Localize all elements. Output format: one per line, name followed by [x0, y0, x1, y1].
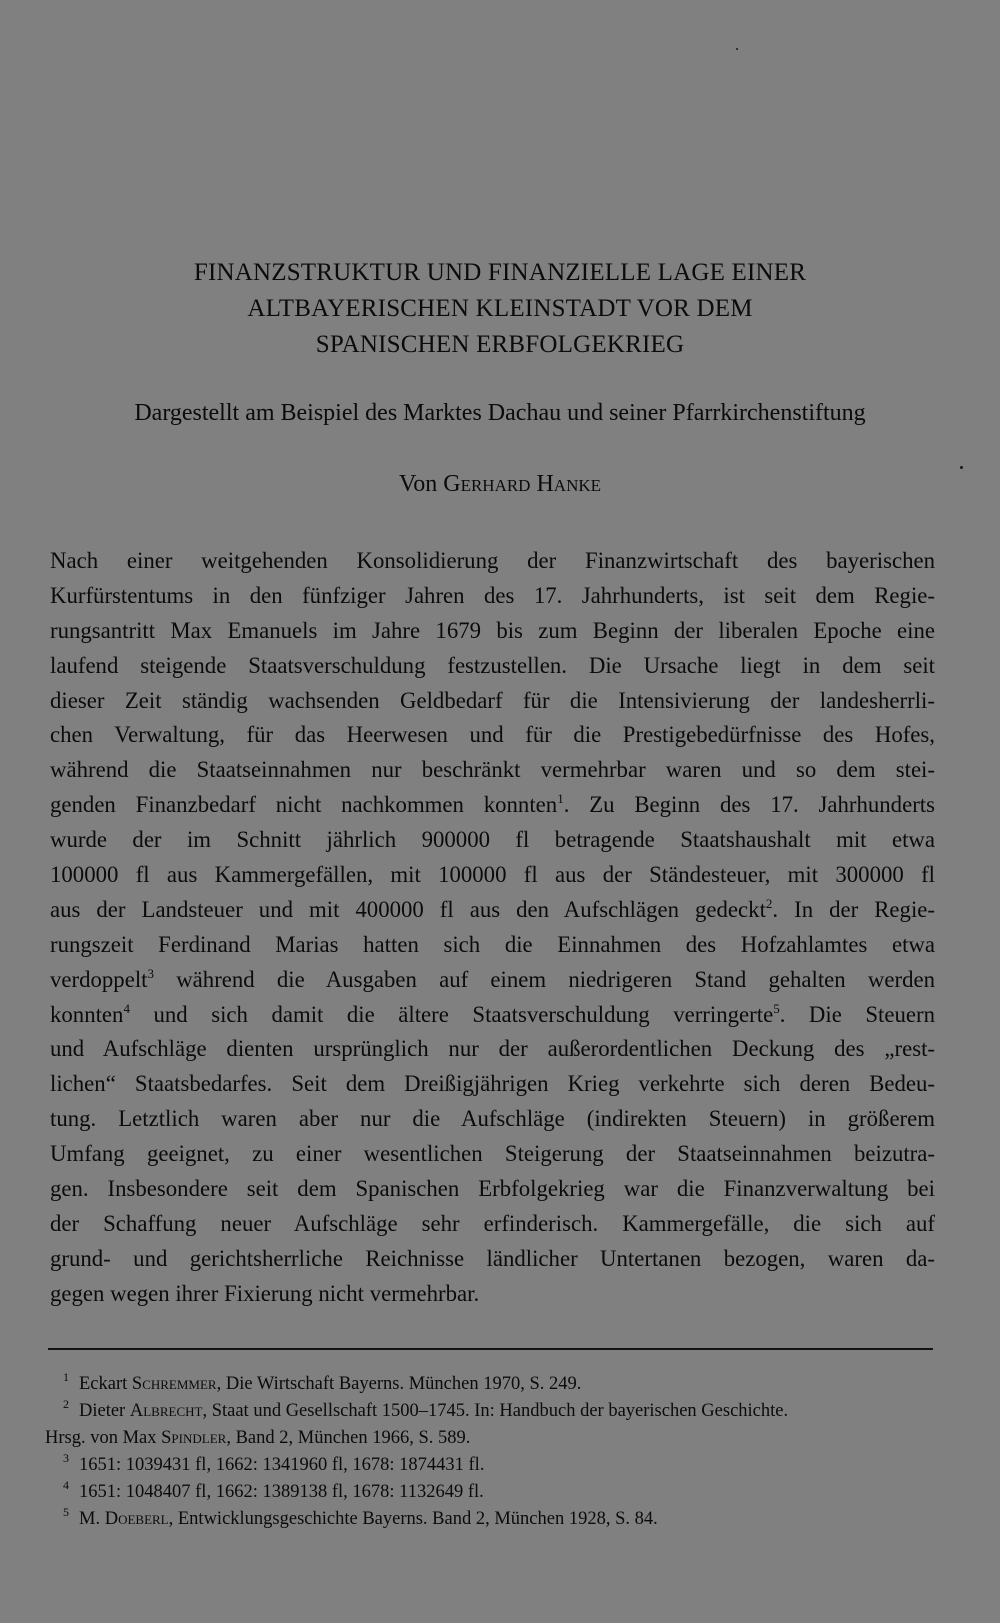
footnote-text: , Staat und Gesellschaft 1500–1745. In: Handbuch der bayerischen Geschichte.	[202, 1401, 789, 1421]
body-line	[50, 963, 935, 998]
body-line: und Aufschläge dienten ursprünglich nur der außerordentlichen Deckung des „rest-	[50, 1036, 935, 1062]
body-text: . In der Regie-	[772, 896, 935, 922]
scan-speck	[960, 466, 963, 469]
footnote-3: 3 1651: 1039431 fl, 1662: 1341960 fl, 1678: 1874431 fl.	[63, 1451, 485, 1475]
body-text: verdoppelt	[50, 966, 148, 992]
footnotes	[45, 1371, 945, 1533]
footnote-text: , Die Wirtschaft Bayerns. München 1970, S. 249.	[216, 1374, 582, 1394]
footnote-4: 4 1651: 1048407 fl, 1662: 1389138 fl, 1678: 1132649 fl.	[63, 1478, 484, 1502]
author-byline	[60, 471, 940, 498]
footnote-text: Dieter	[79, 1401, 130, 1421]
footnote-separator	[48, 1348, 933, 1350]
body-text: genden Finanzbedarf nicht nachkommen konnten	[50, 792, 558, 818]
footnote-editor: Spindler	[161, 1428, 227, 1448]
footnote-text: Hrsg. von Max	[45, 1428, 162, 1448]
footnote-ref[interactable]: 3	[147, 965, 154, 981]
footnote-text: Eckart	[79, 1374, 132, 1394]
body-line: wurde der im Schnitt jährlich 900000 fl betragende Staatshaushalt mit etwa	[50, 827, 935, 853]
body-paragraph	[50, 544, 935, 1312]
body-line: grund- und gerichtsherrliche Reichnisse ländlicher Untertanen bezogen, waren da-	[50, 1245, 935, 1271]
body-line: rungszeit Ferdinand Marias hatten sich die Einnahmen des Hofzahlamtes etwa	[50, 931, 935, 957]
article-subtitle: Dargestellt am Beispiel des Marktes Dachau und seiner Pfarrkirchenstiftung	[134, 400, 866, 426]
body-text: aus der Landsteuer und mit 400000 fl aus den Aufschlägen gedeckt	[50, 896, 766, 922]
body-line: dieser Zeit ständig wachsenden Geldbedarf für die Intensivierung der landesherrli-	[50, 687, 935, 713]
body-line: laufend steigende Staatsverschuldung festzustellen. Die Ursache liegt in dem seit	[50, 652, 935, 678]
footnote-text: , Entwicklungsgeschichte Bayerns. Band 2, München 1928, S. 84.	[168, 1509, 658, 1529]
body-line: tung. Letztlich waren aber nur die Aufschläge (indirekten Steuern) in größerem	[50, 1106, 935, 1132]
body-text: und sich damit die ältere Staatsverschuldung verringerte	[129, 1001, 774, 1027]
footnote-author: Albrecht	[129, 1401, 203, 1421]
body-line: während die Staatseinnahmen nur beschränkt vermehrbar waren und so dem stei-	[50, 757, 935, 783]
footnote-1: 1 Eckart Schremmer, Die Wirtschaft Bayerns. München 1970, S. 249.	[63, 1370, 582, 1394]
footnote-2: 2 Dieter Albrecht, Staat und Gesellschaft 1500–1745. In: Handbuch der bayerischen Geschichte.	[63, 1397, 789, 1421]
footnote-ref[interactable]: 2	[765, 895, 773, 911]
footnote-2-continued	[45, 1425, 945, 1452]
body-line: 100000 fl aus Kammergefällen, mit 100000 fl aus der Ständesteuer, mit 300000 fl	[50, 862, 935, 888]
body-line: der Schaffung neuer Aufschläge sehr erfinderisch. Kammergefälle, die sich auf	[50, 1210, 935, 1236]
body-text: . Die Steuern	[779, 1001, 935, 1027]
footnote-ref[interactable]: 5	[773, 1000, 780, 1016]
footnote-author: Doeberl	[104, 1509, 169, 1529]
body-line: Umfang geeignet, zu einer wesentlichen Steigerung der Staatseinnahmen beizutra-	[50, 1141, 935, 1167]
body-line: gen. Insbesondere seit dem Spanischen Erbfolgekrieg war die Finanzverwaltung bei	[50, 1176, 935, 1202]
body-text: während die Ausgaben auf einem niedrigeren Stand gehalten werden	[154, 966, 935, 992]
body-text: konnten	[50, 1001, 124, 1027]
scan-speck	[736, 48, 738, 50]
footnote-text: M.	[79, 1509, 105, 1529]
article-title	[60, 255, 940, 363]
footnote-text: 1651: 1048407 fl, 1662: 1389138 fl, 1678: 1132649 fl.	[79, 1482, 484, 1502]
body-line: rungsantritt Max Emanuels im Jahre 1679 bis zum Beginn der liberalen Epoche eine	[50, 617, 935, 643]
footnote-5: 5 M. Doeberl, Entwicklungsgeschichte Bayerns. Band 2, München 1928, S. 84.	[63, 1505, 658, 1529]
body-line: Kurfürstentums in den fünfziger Jahren des 17. Jahrhunderts, ist seit dem Regie-	[50, 582, 935, 608]
title-line-3: SPANISCHEN ERBFOLGEKRIEG	[315, 331, 685, 358]
body-line: gegen wegen ihrer Fixierung nicht vermehrbar.	[50, 1280, 480, 1306]
footnote-ref[interactable]: 1	[557, 791, 564, 807]
body-line	[50, 788, 935, 823]
footnote-text: 1651: 1039431 fl, 1662: 1341960 fl, 1678: 1874431 fl.	[79, 1455, 485, 1475]
body-line: lichen“ Staatsbedarfes. Seit dem Dreißigjährigen Krieg verkehrte sich deren Bedeu-	[50, 1071, 935, 1097]
body-line	[50, 893, 935, 928]
body-line	[50, 998, 935, 1033]
footnote-author: Schremmer	[131, 1374, 217, 1394]
author-name: Gerhard Hanke	[443, 471, 602, 497]
title-line-2: ALTBAYERISCHEN KLEINSTADT VOR DEM	[247, 295, 753, 322]
body-text: . Zu Beginn des 17. Jahrhunderts	[563, 792, 935, 818]
body-line: chen Verwaltung, für das Heerwesen und für die Prestigebedürfnisse des Hofes,	[50, 722, 935, 748]
title-line-1: FINANZSTRUKTUR UND FINANZIELLE LAGE EINER	[193, 259, 807, 286]
author-prefix: Von	[398, 471, 444, 497]
body-line: Nach einer weitgehenden Konsolidierung der Finanzwirtschaft des bayerischen	[50, 548, 935, 573]
footnote-ref[interactable]: 4	[123, 1000, 130, 1016]
footnote-text: , Band 2, München 1966, S. 589.	[226, 1428, 471, 1448]
